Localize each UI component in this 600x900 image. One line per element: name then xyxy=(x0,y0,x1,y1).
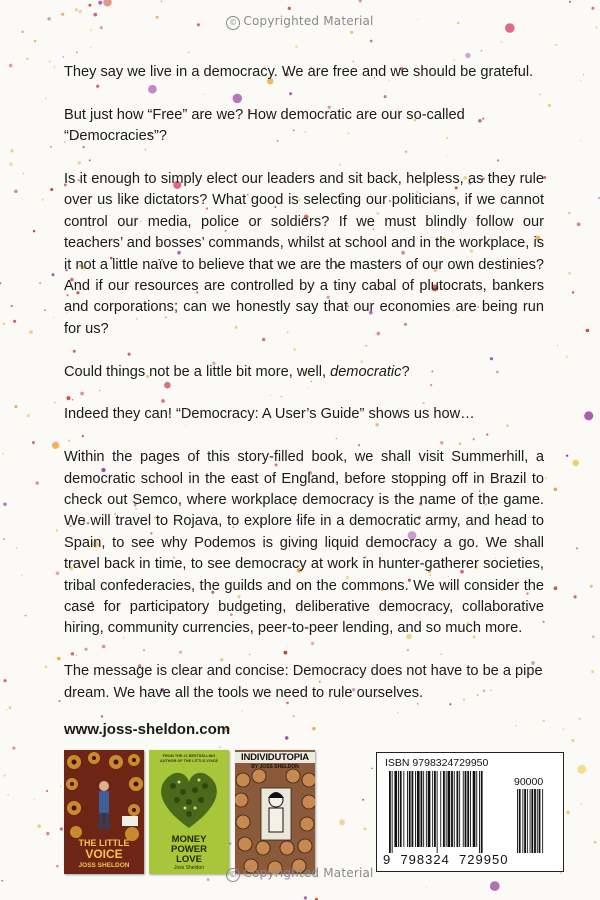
book-cover-individutopia xyxy=(235,750,315,874)
paint-speck xyxy=(13,320,16,323)
barcode-bar xyxy=(400,771,402,847)
barcode-bar xyxy=(394,771,397,847)
barcode-bar xyxy=(428,771,431,847)
paint-speck xyxy=(36,481,39,484)
paint-speck xyxy=(553,487,557,491)
barcode-bar xyxy=(476,771,477,847)
paint-speck xyxy=(60,785,62,787)
paint-speck xyxy=(288,7,291,10)
paint-speck xyxy=(4,679,7,682)
paint-speck xyxy=(563,729,565,731)
barcode-addon-bar xyxy=(530,789,531,853)
blurb-p4-start: Could things not be a little bit more, well, xyxy=(64,363,331,380)
paint-speck xyxy=(573,460,579,466)
paint-speck xyxy=(371,767,373,769)
paint-speck xyxy=(34,799,35,800)
paint-speck xyxy=(501,41,503,43)
paint-speck xyxy=(426,887,427,888)
paint-speck xyxy=(557,345,558,346)
paint-speck xyxy=(12,747,15,750)
barcode-addon-bar xyxy=(517,789,518,853)
paint-speck xyxy=(364,827,367,830)
paint-speck xyxy=(339,819,345,825)
paint-speck xyxy=(54,402,55,403)
barcode-bars xyxy=(389,771,559,855)
barcode-bar xyxy=(415,771,416,847)
paint-speck xyxy=(295,46,297,48)
barcode-addon-bar xyxy=(537,789,538,853)
barcode-addon-bar xyxy=(539,789,541,853)
paint-speck xyxy=(555,44,557,46)
paint-speck xyxy=(568,212,570,214)
paint-speck xyxy=(566,356,568,358)
barcode-bar xyxy=(398,771,399,847)
paint-speck xyxy=(583,74,584,75)
paint-speck xyxy=(58,700,60,702)
barcode-addon-bar xyxy=(534,789,536,853)
paint-speck xyxy=(350,31,353,34)
blurb-paragraph-4 xyxy=(64,362,544,383)
barcode-bar xyxy=(432,771,433,847)
paint-speck xyxy=(53,317,54,318)
paint-speck xyxy=(90,47,91,48)
paint-speck xyxy=(161,1,163,3)
paint-speck xyxy=(41,198,43,200)
paint-speck xyxy=(481,50,482,51)
paint-speck xyxy=(574,595,577,598)
barcode-bar xyxy=(457,771,459,847)
book3-title: INDIVIDUTOPIA xyxy=(235,752,315,763)
paint-speck xyxy=(566,811,569,814)
paint-speck xyxy=(25,615,27,617)
copyright-icon: © xyxy=(226,868,240,882)
barcode-bar xyxy=(479,771,480,853)
book-cover-money-power-love xyxy=(149,750,229,874)
book2-author: Joss Sheldon xyxy=(173,865,205,871)
paint-speck xyxy=(584,159,585,160)
paint-speck xyxy=(21,574,23,576)
barcode-bar xyxy=(426,771,427,847)
paint-speck xyxy=(584,411,593,420)
paint-speck xyxy=(21,31,23,33)
paint-speck xyxy=(32,441,35,444)
watermark-bottom xyxy=(0,866,600,882)
paint-speck xyxy=(56,529,58,531)
back-cover-blurb xyxy=(64,62,544,725)
barcode-bar xyxy=(463,771,464,847)
paint-speck xyxy=(548,104,551,107)
paint-speck xyxy=(62,56,64,58)
paint-speck xyxy=(568,272,571,275)
paint-speck xyxy=(56,571,60,575)
isbn-label: ISBN 9798324729950 xyxy=(385,757,489,769)
paint-speck xyxy=(0,282,1,284)
barcode-bar xyxy=(473,771,476,847)
barcode-bar xyxy=(437,771,438,853)
barcode-bar xyxy=(448,771,451,847)
paint-speck xyxy=(45,666,48,669)
paint-speck xyxy=(580,80,581,81)
barcode-bar xyxy=(470,771,471,847)
barcode-bar xyxy=(481,771,483,853)
paint-speck xyxy=(46,832,49,835)
paint-speck xyxy=(33,230,36,233)
barcode-bar xyxy=(459,771,460,847)
paint-speck xyxy=(75,8,78,11)
blurb-p4-emphasis: democratic xyxy=(330,363,402,380)
barcode-bar xyxy=(440,771,441,847)
barcode-bar xyxy=(465,771,467,847)
paint-speck xyxy=(9,706,12,709)
barcode-bar xyxy=(389,771,391,853)
book2-tagline: FROM THE #1 BESTSELLING AUTHOR OF THE LITTLE VOICE xyxy=(159,754,218,763)
paint-speck xyxy=(571,739,574,742)
paint-speck xyxy=(465,53,470,58)
barcode-bar xyxy=(412,771,414,847)
barcode-bar xyxy=(451,771,453,847)
copyright-icon: © xyxy=(226,16,240,30)
paint-speck xyxy=(554,586,558,590)
isbn-barcode xyxy=(376,752,564,872)
barcode-addon-bar xyxy=(524,789,526,853)
paint-speck xyxy=(10,149,14,153)
paint-speck xyxy=(545,477,547,479)
paint-speck xyxy=(3,323,5,325)
paint-speck xyxy=(594,841,597,844)
paint-speck xyxy=(362,799,364,801)
book2-title-line1: MONEY xyxy=(171,834,207,845)
book1-title-line2: VOICE xyxy=(85,847,123,861)
watermark-top xyxy=(0,14,600,30)
paint-speck xyxy=(29,330,33,334)
paint-speck xyxy=(10,305,12,307)
barcode-addon-bar xyxy=(527,789,528,853)
barcode-digits: 9 798324 729950 xyxy=(383,852,509,867)
blurb-paragraph-3: Is it enough to simply elect our leaders and sit back, helpless, as they rule over us like dictators? What good is selecting our politicians, if we cannot control our media, police or soldiers? If we must blindly follow our teachers’ and bosses’ commands, whilst at school and in the workplace, is it not a little naïve to believe that we are the masters of our own destinies? And if our resources are controlled by a tiny cabal of plutocrats, bankers and corporations; can we honestly say that our economies are being run for us? xyxy=(64,171,544,337)
paint-speck xyxy=(54,67,55,68)
paint-speck xyxy=(50,146,52,148)
paint-speck xyxy=(4,775,6,777)
paint-speck xyxy=(46,790,48,792)
blurb-paragraph-6: Within the pages of this story-filled book, we shall visit Summerhill, a democratic school in the east of England, before stopping off in Brazil to check out Semco, where workplace democracy is the name of the game. We will travel to Rojava, to explore life in a democratic army, and head to Spain, to see why Podemos is giving liquid democracy a go. We shall travel back in time, to see democracy at work in hunter-gatherer societies, tribal confederacies, the guilds and on the commons. We will consider the case for participatory budgeting, deliberative democracy, collaborative hiring, community currencies, peer-to-peer lending, and so much more. xyxy=(64,449,544,637)
paint-speck xyxy=(312,727,315,730)
paint-speck xyxy=(8,794,9,795)
paint-speck xyxy=(34,40,37,43)
paint-speck xyxy=(569,1,571,3)
paint-speck xyxy=(27,414,30,417)
paint-speck xyxy=(98,1,102,5)
barcode-addon-bar xyxy=(531,789,533,853)
barcode-addon-bar xyxy=(519,789,521,853)
paint-speck xyxy=(370,40,373,43)
paint-speck xyxy=(219,746,220,747)
paint-speck xyxy=(37,824,41,828)
watermark-top-text: Copyrighted Material xyxy=(243,14,374,28)
paint-speck xyxy=(14,189,18,193)
book1-author: JOSS SHELDON xyxy=(78,862,130,869)
paint-speck xyxy=(23,173,24,174)
barcode-bar xyxy=(443,771,445,847)
paint-speck xyxy=(39,282,41,284)
paint-speck xyxy=(78,10,81,13)
blurb-paragraph-1: They say we live in a democracy. We are free and we should be grateful. xyxy=(64,64,534,80)
barcode-bar xyxy=(421,771,423,847)
paint-speck xyxy=(515,725,516,726)
barcode-addon-bar xyxy=(542,789,543,853)
paint-speck xyxy=(591,7,594,10)
blurb-paragraph-5: Indeed they can! “Democracy: A User’s Guide” shows us how… xyxy=(64,406,475,423)
paint-speck xyxy=(16,547,18,549)
paint-speck xyxy=(26,58,28,60)
barcode-bar xyxy=(446,771,447,847)
barcode-bar xyxy=(434,771,436,847)
paint-speck xyxy=(579,718,581,720)
paint-speck xyxy=(285,736,289,740)
paint-speck xyxy=(580,140,582,142)
paint-speck xyxy=(577,222,581,226)
paint-speck xyxy=(3,538,5,540)
paint-speck xyxy=(590,585,593,588)
paint-speck xyxy=(103,0,111,7)
book2-title-line2: POWER xyxy=(171,844,207,855)
paint-speck xyxy=(49,61,51,63)
paint-speck xyxy=(188,52,190,54)
paint-speck xyxy=(577,765,586,774)
paint-speck xyxy=(592,636,594,638)
book-cover-the-little-voice xyxy=(64,750,144,874)
blurb-paragraph-7: The message is clear and concise: Democracy does not have to be a pipe dream. We have all the tools we need to rule ourselves. xyxy=(64,663,543,701)
paint-speck xyxy=(14,405,17,408)
paint-speck xyxy=(566,454,568,456)
paint-speck xyxy=(60,827,63,830)
paint-speck xyxy=(50,188,53,191)
paint-speck xyxy=(9,163,13,167)
paint-speck xyxy=(304,896,307,899)
barcode-bar xyxy=(392,771,393,853)
paint-speck xyxy=(0,438,1,439)
paint-speck xyxy=(57,657,61,661)
barcode-bar xyxy=(467,771,469,847)
paint-speck xyxy=(52,273,55,276)
price-code: 90000 xyxy=(514,776,544,788)
paint-speck xyxy=(52,442,59,449)
barcode-bar xyxy=(407,771,408,847)
paint-speck xyxy=(490,881,500,891)
paint-speck xyxy=(3,502,6,505)
barcode-bar xyxy=(417,771,420,847)
blurb-p4-end: ? xyxy=(401,363,410,380)
paint-speck xyxy=(229,842,231,844)
barcode-bar xyxy=(454,771,455,847)
author-website: www.joss-sheldon.com xyxy=(64,721,231,738)
paint-speck xyxy=(591,670,594,673)
barcode-bar xyxy=(403,771,404,847)
paint-speck xyxy=(580,803,582,805)
paint-speck xyxy=(572,291,574,293)
book3-author: BY JOSS SHELDON xyxy=(251,764,299,770)
paint-speck xyxy=(453,59,455,61)
paint-speck xyxy=(88,4,91,7)
barcode-bar xyxy=(409,771,411,847)
paint-speck xyxy=(9,64,13,68)
paint-speck xyxy=(45,98,46,99)
paint-speck xyxy=(2,453,4,455)
book1-title-line1: THE LITTLE xyxy=(78,838,130,848)
paint-speck xyxy=(586,329,590,333)
paint-speck xyxy=(76,52,78,54)
barcode-addon-bar xyxy=(522,789,523,853)
paint-speck xyxy=(44,309,46,311)
blurb-paragraph-2: But just how “Free” are we? How democratic are our so-called “Democracies”? xyxy=(64,106,465,145)
paint-speck xyxy=(359,0,362,3)
book2-title-line3: LOVE xyxy=(176,854,202,865)
paint-speck xyxy=(6,709,7,710)
paint-speck xyxy=(576,547,578,549)
barcode-bar xyxy=(423,771,424,847)
watermark-bottom-text: Copyrighted Material xyxy=(243,866,374,880)
